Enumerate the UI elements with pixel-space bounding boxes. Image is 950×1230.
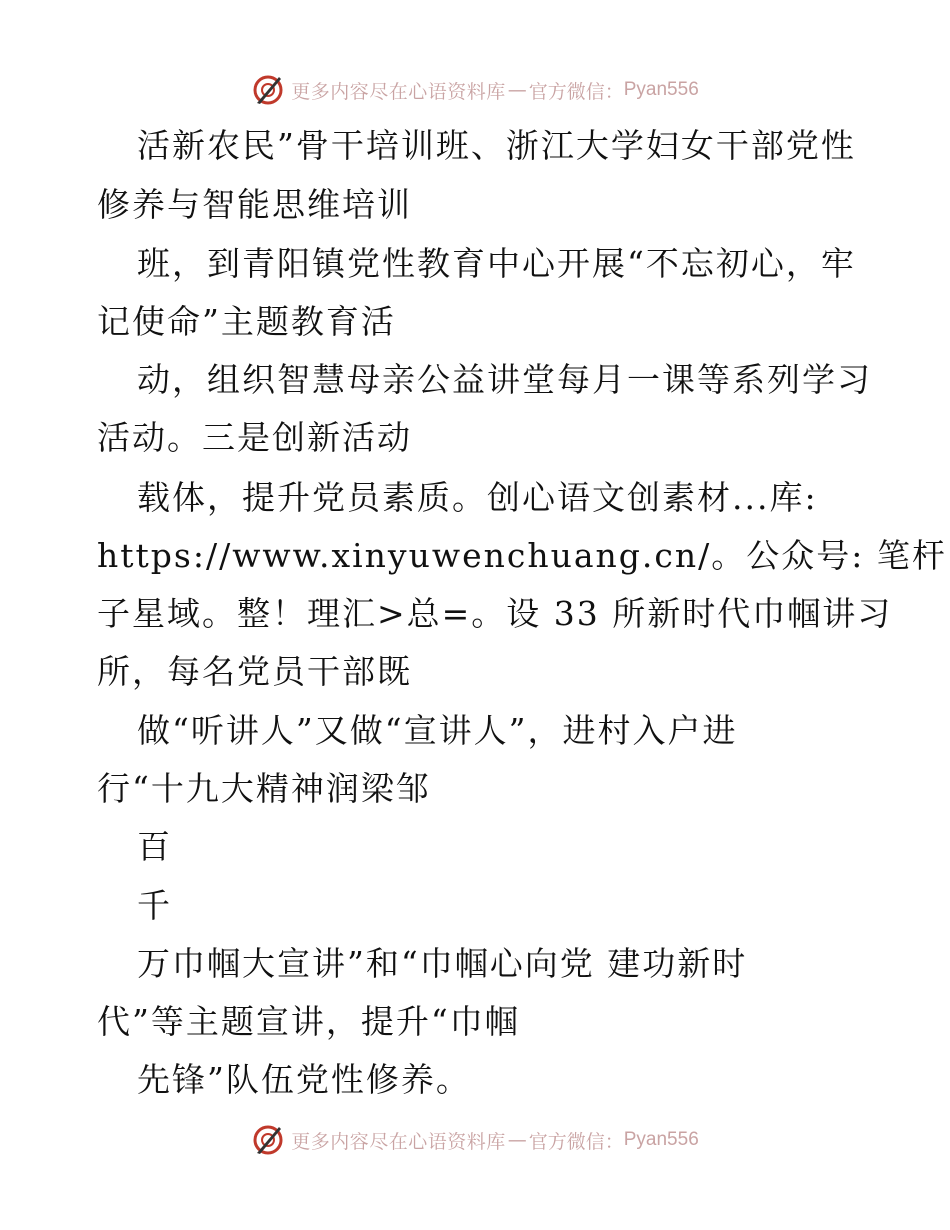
body-line-3: 班，到青阳镇党性教育中心开展“不忘初心，牢 [137, 244, 856, 283]
body-line-2: 修养与智能思维培训 [97, 185, 412, 224]
body-line-5: 动，组织智慧母亲公益讲堂每月一课等系列学习 [137, 360, 872, 399]
body-line-6: 活动。三是创新活动 [97, 418, 412, 457]
banner-wechat-id: Pyan556 [623, 1129, 699, 1150]
header-banner [0, 70, 950, 110]
body-line-13: 百 [137, 827, 172, 866]
footer-banner [0, 1120, 950, 1160]
banner-wechat-id: Pyan556 [623, 79, 699, 100]
body-line-8: https://www.xinyuwenchuang.cn/。公众号: 笔杆 [97, 536, 947, 575]
banner-library-text: 更多内容尽在心语资料库 [291, 1130, 506, 1153]
body-line-15: 万巾帼大宣讲”和“巾帼心向党 建功新时 [137, 944, 748, 983]
banner-separator: — [507, 1129, 527, 1151]
banner-separator: — [507, 79, 527, 101]
body-line-14: 千 [137, 886, 172, 925]
library-logo-icon [251, 73, 285, 107]
body-line-11: 做“听讲人”又做“宣讲人”，进村入户进 [137, 711, 738, 750]
banner-wechat-label: 官方微信： [528, 80, 624, 103]
body-line-12: 行“十九大精神润梁邹 [97, 769, 431, 808]
body-line-4: 记使命”主题教育活 [97, 302, 396, 341]
body-line-9: 子星域。整！理汇>总=。设 33 所新时代巾帼讲习 [97, 594, 893, 633]
body-line-1: 活新农民”骨干培训班、浙江大学妇女干部党性 [137, 126, 856, 165]
body-line-10: 所，每名党员干部既 [97, 652, 412, 691]
body-line-7: 载体，提升党员素质。创心语文创素材...库: [137, 478, 818, 517]
library-logo-icon [251, 1123, 285, 1157]
banner-library-text: 更多内容尽在心语资料库 [291, 80, 506, 103]
banner-wechat-label: 官方微信： [528, 1130, 624, 1153]
body-line-17: 先锋”队伍党性修养。 [137, 1060, 471, 1099]
body-line-16: 代”等主题宣讲，提升“巾帼 [97, 1002, 520, 1041]
